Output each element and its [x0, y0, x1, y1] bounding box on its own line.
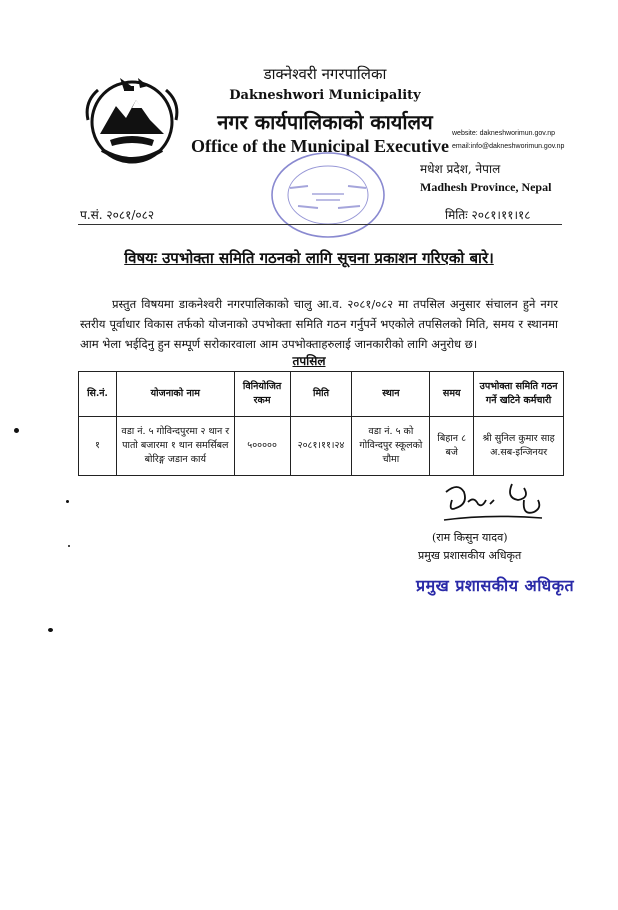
scan-speck — [66, 500, 69, 503]
column-header: योजनाको नाम — [116, 372, 234, 417]
column-header: सि.नं. — [79, 372, 117, 417]
table-cell: श्री सुनिल कुमार साह अ.सब-इन्जिनयर — [474, 417, 564, 476]
office-stamp — [268, 150, 388, 240]
table-cell: १ — [79, 417, 117, 476]
table-cell: २०८१।११।२४ — [290, 417, 352, 476]
office-name-np: नगर कार्यपालिकाको कार्यालय — [217, 110, 433, 134]
website-text: website: dakneshworimun.gov.np — [452, 130, 555, 137]
column-header: मिति — [290, 372, 352, 417]
signatory-title: प्रमुख प्रशासकीय अधिकृत — [418, 549, 522, 562]
province-en: Madhesh Province, Nepal — [420, 180, 552, 194]
table-cell: वडा नं. ५ को गोविन्दपुर स्कूलको चौमा — [352, 417, 430, 476]
table-title: तपसिल — [292, 354, 326, 368]
reference-number: प.सं. २०८१/०८२ — [80, 208, 155, 222]
office-name-en: Office of the Municipal Executive — [191, 136, 449, 156]
header-divider — [78, 224, 562, 225]
table-header-row — [79, 372, 564, 417]
subject-line: विषयः उपभोक्ता समिति गठनको लागि सूचना प्रकाशन गरिएको बारे। — [124, 249, 494, 267]
scan-speck — [68, 545, 70, 547]
table-cell: वडा नं. ५ गोविन्दपुरमा २ थान र पातो बजारमा १ थान समर्सिबल बोरिङ्ग जडान कार्य — [116, 417, 234, 476]
handwritten-signature — [438, 478, 550, 528]
scan-speck — [14, 428, 19, 433]
table-row — [79, 417, 564, 476]
province-np: मधेश प्रदेश, नेपाल — [420, 162, 501, 176]
column-header: उपभोक्ता समिति गठन गर्ने खटिने कर्मचारी — [474, 372, 564, 417]
body-paragraph: प्रस्तुत विषयमा डाकनेश्वरी नगरपालिकाको चालु आ.व. २०८१/०८२ मा तपसिल अनुसार संचालन हुने नगर स्तरीय पूर्वाधार विकास तर्फको योजनाको उपभोक्ता समिति गठन गर्नुपर्ने भएकोले तपसिलको मिति, समय र स्थानमा आम भेला भईदिनु हुन सम्पूर्ण सरोकारवाला आम उपभोक्ताहरुलाई जानकारीको लागि अनुरोध छ। — [80, 297, 558, 351]
scan-speck — [48, 628, 53, 632]
designation-seal: प्रमुख प्रशासकीय अधिकृत — [416, 576, 575, 595]
municipality-name-en: Dakneshwori Municipality — [229, 88, 421, 103]
column-header: विनियोजित रकम — [234, 372, 290, 417]
email-text: email:info@dakneshworimun.gov.np — [452, 143, 565, 150]
nepal-emblem-icon — [78, 72, 186, 172]
column-header: समय — [430, 372, 474, 417]
table-cell: बिहान ८ बजे — [430, 417, 474, 476]
schedule-table — [78, 371, 564, 476]
signatory-name: (राम किसुन यादव) — [432, 531, 508, 544]
letter-date: मितिः २०८१।११।१८ — [445, 208, 531, 222]
municipality-name-np: डाक्नेश्वरी नगरपालिका — [263, 65, 387, 83]
column-header: स्थान — [352, 372, 430, 417]
table-cell: ५००००० — [234, 417, 290, 476]
